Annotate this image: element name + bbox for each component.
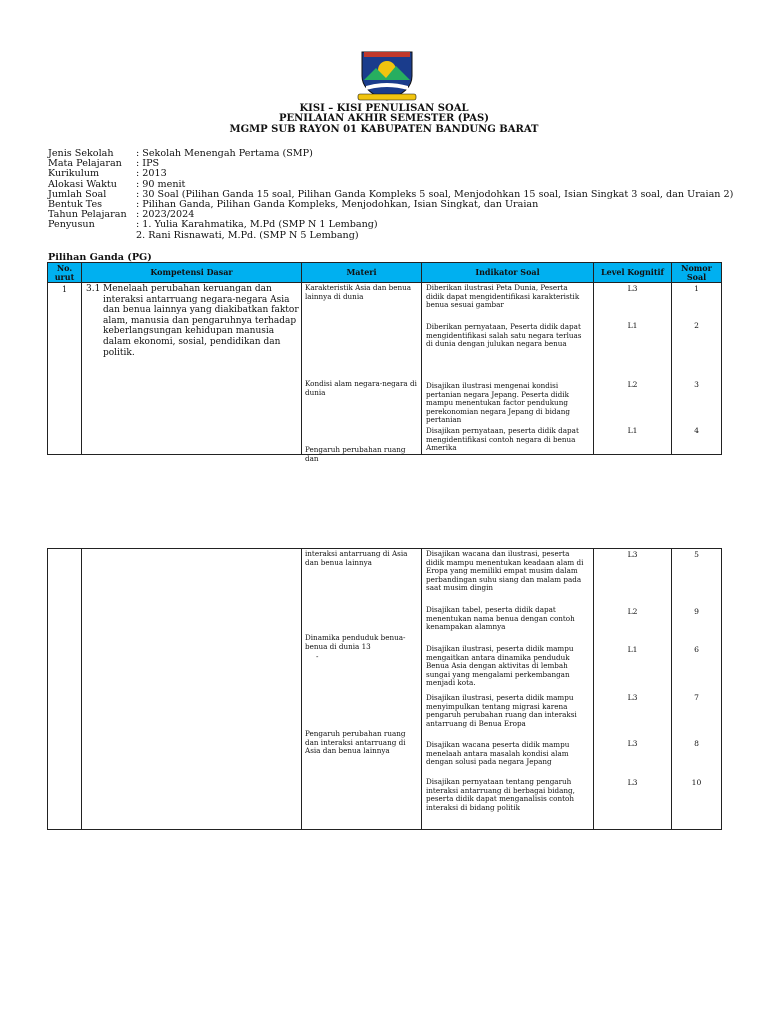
indikator-item: Disajikan pernyataan tentang pengaruh interaksi antarruang di berbagai bidang, peserta didik dapat menganalisis contoh interaksi di bidang politik [426, 777, 575, 812]
info-value: : 2013 [136, 168, 167, 180]
kisi-table-page1 [47, 262, 722, 463]
info-label: Kurikulum [48, 168, 100, 180]
info-value: 2. Rani Risnawati, M.Pd. (SMP N 5 Lembang) [136, 229, 359, 241]
materi-item: - [316, 652, 319, 661]
row-number: 1 [61, 285, 68, 294]
header-indikator-soal: Indikator Soal [422, 263, 594, 283]
indikator-item: Disajikan ilustrasi mengenai kondisi pertanian negara Jepang. Peserta didik mampu menentukan factor pendukung perekonomian negara Jepang di bidang pertanian [426, 381, 571, 424]
header-materi: Materi [302, 263, 422, 283]
info-label [48, 231, 136, 241]
info-value: : Pilihan Ganda, Pilihan Ganda Kompleks, Menjodohkan, Isian Singkat, dan Uraian [136, 198, 539, 210]
level-value: L1 [627, 645, 638, 654]
info-row [48, 231, 733, 241]
header-kompetensi-dasar: Kompetensi Dasar [82, 263, 302, 283]
nomor-value: 3 [694, 380, 699, 389]
info-value: : 1. Yulia Karahmatika, M.Pd (SMP N 1 Lembang) [136, 219, 378, 231]
document-info [48, 149, 733, 241]
kabupaten-bandung-barat-emblem [356, 46, 418, 104]
kd-text: Menelaah perubahan keruangan dan interaksi antarruang negara-negara Asia dan benua lainnya yang diakibatkan faktor alam, manusia dan pengaruhnya terhadap keberlangsungan kehidupan manusia dalam ekonomi, sosial, pendidikan dan politik. [103, 284, 299, 358]
nomor-value: 2 [694, 321, 699, 330]
kd-number: 3.1 [86, 284, 101, 294]
materi-item: Dinamika penduduk benua-benua di dunia 13 [305, 633, 406, 651]
level-value: L1 [627, 321, 638, 330]
level-value: L3 [627, 284, 638, 293]
indikator-item: Disajikan ilustrasi, peserta didik mampu menyimpulkan tentang migrasi karena pengaruh perubahan ruang dan interaksi antarruang di Benua Eropa [426, 693, 577, 728]
info-label: Jumlah Soal [48, 188, 107, 200]
doc-organization: MGMP SUB RAYON 01 KABUPATEN BANDUNG BARAT [229, 124, 539, 135]
materi-item: Kondisi alam negara-negara di dunia [305, 379, 417, 397]
info-label: Tahun Pelajaran [48, 209, 127, 221]
level-value: L2 [627, 380, 638, 389]
info-value: : IPS [136, 158, 160, 170]
indikator-item: Diberikan ilustrasi Peta Dunia, Peserta didik dapat mengidentifikasi karakteristik benua sesuai gambar [426, 283, 580, 309]
materi-item: interaksi antarruang di Asia dan benua lainnya [305, 549, 408, 567]
info-value: : 2023/2024 [136, 209, 195, 221]
level-value: L3 [627, 778, 638, 787]
indikator-item: Disajikan ilustrasi, peserta didik mampu mengaitkan antara dinamika penduduk Benua Asia dengan aktivitas di lembah sungai yang mengalami perkembangan menjadi kota. [426, 644, 574, 687]
header-level-kognitif: Level Kognitif [594, 263, 672, 283]
nomor-value: 8 [694, 739, 699, 748]
indikator-item: Disajikan tabel, peserta didik dapat menentukan nama benua dengan contoh kenampakan alamnya [426, 605, 575, 631]
info-value: : Sekolah Menengah Pertama (SMP) [136, 148, 313, 159]
nomor-value: 10 [691, 778, 702, 787]
info-label: Penyusun [48, 219, 95, 231]
level-value: L3 [627, 693, 638, 702]
nomor-value: 6 [694, 645, 699, 654]
nomor-value: 9 [694, 607, 699, 616]
info-value: : 90 menit [136, 178, 186, 190]
level-value: L1 [627, 426, 638, 435]
doc-subtitle: PENILAIAN AKHIR SEMESTER (PAS) [278, 113, 490, 124]
materi-item: Karakteristik Asia dan benua lainnya di dunia [305, 283, 412, 301]
doc-title: KISI – KISI PENULISAN SOAL [299, 103, 469, 114]
nomor-value: 4 [694, 426, 699, 435]
info-value: : 30 Soal (Pilihan Ganda 15 soal, Pilihan Ganda Kompleks 5 soal, Menjodohkan 15 soal, Isian Singkat 3 soal, dan Uraian 2) [136, 188, 734, 200]
header-no-urut: No. urut [48, 263, 82, 283]
info-label: Bentuk Tes [48, 198, 103, 210]
info-label: Alokasi Waktu [48, 178, 117, 190]
info-row [48, 220, 733, 230]
info-label: Jenis Sekolah [48, 148, 114, 159]
info-label: Mata Pelajaran [48, 158, 122, 170]
nomor-value: 1 [694, 284, 699, 293]
materi-item: Pengaruh perubahan ruang dan interaksi antarruang di Asia dan benua lainnya [305, 729, 406, 755]
nomor-value: 7 [694, 693, 699, 702]
indikator-item: Disajikan pernyataan, peserta didik dapat mengidentifikasi contoh negara di benua Amerika [426, 426, 579, 452]
kisi-table-page2 [47, 548, 722, 830]
indikator-item: Disajikan wacana peserta didik mampu menelaah antara masalah kondisi alam dengan solusi pada negara Jepang [426, 740, 570, 766]
materi-item: Pengaruh perubahan ruang dan [305, 445, 406, 463]
level-value: L2 [627, 607, 638, 616]
header-nomor-soal: Nomor Soal [672, 263, 722, 283]
section-title: Pilihan Ganda (PG) [48, 252, 152, 263]
indikator-item: Disajikan wacana dan ilustrasi, peserta didik mampu menentukan keadaan alam di Eropa yang memiliki empat musim dalam perbandingan suhu siang dan malam pada saat musim dingin [426, 549, 584, 592]
nomor-value: 5 [694, 550, 699, 559]
level-value: L3 [627, 550, 638, 559]
level-value: L3 [627, 739, 638, 748]
indikator-item: Diberikan pernyataan, Peserta didik dapat mengidentifikasi salah satu negara terluas di dunia dengan julukan negara benua [426, 322, 582, 348]
